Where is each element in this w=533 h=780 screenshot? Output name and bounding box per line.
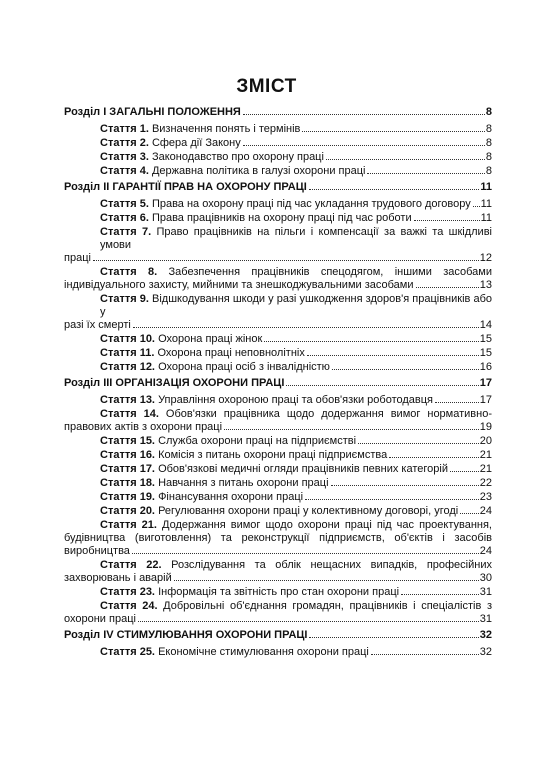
- toc-article: [64, 505, 492, 518]
- dot-leader: [460, 512, 479, 514]
- article-number: Стаття 15.: [100, 434, 155, 447]
- article-number: Стаття 16.: [100, 448, 155, 461]
- article-title: Інформація та звітність про стан охорони праці: [158, 585, 400, 598]
- article-number: Стаття 13.: [100, 393, 155, 406]
- page-number: 8: [485, 106, 492, 118]
- page-number: 21: [479, 462, 492, 475]
- page-number: 17: [479, 377, 492, 389]
- dot-leader: [332, 368, 479, 370]
- article-title: Державна політика в галузі охорони праці: [151, 164, 366, 177]
- dot-leader: [305, 498, 479, 500]
- page-number: 15: [479, 346, 492, 359]
- toc-article: [64, 347, 492, 360]
- toc-article: [64, 165, 492, 178]
- article-title: Добровільні об'єднання громадян, працівників і спеціалістів з: [163, 599, 492, 612]
- dot-leader: [174, 579, 479, 581]
- article-title: Охорона праці неповнолітніх: [157, 346, 305, 359]
- article-number: Стаття 10.: [100, 332, 155, 345]
- toc-article: [64, 449, 492, 462]
- dot-leader: [435, 401, 479, 403]
- dot-leader: [331, 484, 479, 486]
- page-number: 8: [485, 150, 492, 163]
- page-number: 31: [479, 585, 492, 598]
- toc-article: [64, 477, 492, 490]
- page-number: 14: [479, 318, 492, 331]
- article-number: Стаття 7.: [100, 225, 152, 238]
- article-number: Стаття 17.: [100, 462, 155, 475]
- article-title: Служба охорони праці на підприємстві: [158, 434, 357, 447]
- dot-leader: [243, 144, 485, 146]
- dot-leader: [302, 130, 485, 132]
- page-number: 30: [479, 571, 492, 584]
- toc-article: [64, 266, 492, 292]
- page-number: 8: [485, 122, 492, 135]
- article-title-continued: правових актів з охорони праці: [64, 420, 223, 433]
- page-number: 31: [479, 612, 492, 625]
- article-number: Стаття 24.: [100, 599, 158, 612]
- page-number: 19: [479, 420, 492, 433]
- page-number: 20: [479, 434, 492, 447]
- article-title: Право працівників на пільги і компенсації за важкі та шкідливі умови: [100, 225, 492, 251]
- article-title: Розслідування та облік нещасних випадків, професійних: [171, 558, 492, 571]
- section-title: Розділ ІІ ГАРАНТІЇ ПРАВ НА ОХОРОНУ ПРАЦІ: [64, 181, 307, 193]
- article-number: Стаття 18.: [100, 476, 155, 489]
- article-number: Стаття 14.: [100, 407, 159, 420]
- dot-leader: [224, 428, 479, 430]
- toc-article: [64, 361, 492, 374]
- article-number: Стаття 5.: [100, 197, 149, 210]
- toc-article: [64, 394, 492, 407]
- dot-leader: [243, 113, 485, 115]
- article-number: Стаття 19.: [100, 490, 155, 503]
- article-title-continued: захворювань і аварій: [64, 571, 172, 584]
- article-number: Стаття 3.: [100, 150, 149, 163]
- page-number: 8: [485, 136, 492, 149]
- dot-leader: [414, 219, 480, 221]
- toc-article: [64, 293, 492, 332]
- article-number: Стаття 4.: [100, 164, 149, 177]
- dot-leader: [326, 158, 485, 160]
- article-title: Додержання вимог щодо охорони праці під час проектування,: [162, 518, 492, 531]
- article-title: Охорона праці осіб з інвалідністю: [158, 360, 330, 373]
- article-title-continued: будівництва (виготовлення) та реконструкції підприємств, об'єктів і засобів: [64, 531, 492, 544]
- section-title: Розділ І ЗАГАЛЬНІ ПОЛОЖЕННЯ: [64, 106, 241, 118]
- article-title: Навчання з питань охорони праці: [158, 476, 329, 489]
- toc-article: [64, 151, 492, 164]
- page-number: 23: [479, 490, 492, 503]
- dot-leader: [358, 442, 479, 444]
- dot-leader: [450, 470, 479, 472]
- toc-section: [64, 377, 492, 390]
- page-number: 21: [479, 448, 492, 461]
- dot-leader: [309, 636, 478, 638]
- page-number: 11: [480, 211, 492, 224]
- article-title: Обов'язкові медичні огляди працівників певних категорій: [158, 462, 448, 475]
- toc-article: [64, 212, 492, 225]
- page-number: 32: [479, 629, 492, 641]
- toc-article: [64, 123, 492, 136]
- article-title: Обов'язки працівника щодо додержання вимог нормативно-: [165, 407, 493, 420]
- page-number: 16: [479, 360, 492, 373]
- page-number: 12: [479, 251, 492, 264]
- dot-leader: [264, 340, 478, 342]
- article-number: Стаття 2.: [100, 136, 149, 149]
- article-number: Стаття 6.: [100, 211, 149, 224]
- dot-leader: [133, 326, 479, 328]
- page-number: 22: [479, 476, 492, 489]
- article-number: Стаття 1.: [100, 122, 149, 135]
- toc-article: [64, 491, 492, 504]
- page-number: 13: [479, 278, 492, 291]
- article-number: Стаття 20.: [100, 504, 155, 517]
- article-title-continued: разі їх смерті: [64, 318, 131, 331]
- dot-leader: [401, 593, 479, 595]
- article-title: Комісія з питань охорони праці підприємства: [158, 448, 388, 461]
- dot-leader: [473, 205, 480, 207]
- page-number: 24: [479, 504, 492, 517]
- article-title: Забезпечення працівників спецодягом, іншими засобами: [168, 265, 493, 278]
- article-number: Стаття 21.: [100, 518, 157, 531]
- article-title: Права працівників на охорону праці під час роботи: [151, 211, 412, 224]
- toc-article: [64, 137, 492, 150]
- article-title: Фінансування охорони праці: [158, 490, 304, 503]
- dot-leader: [307, 354, 479, 356]
- toc-article: [64, 519, 492, 558]
- article-title: Визначення понять і термінів: [151, 122, 301, 135]
- toc-section: [64, 106, 492, 119]
- toc-article: [64, 226, 492, 265]
- page-title: ЗМІСТ: [236, 76, 297, 97]
- article-number: Стаття 9.: [100, 292, 149, 305]
- toc-article: [64, 646, 492, 659]
- toc-section: [64, 629, 492, 642]
- article-title: Управління охороною праці та обов'язки роботодавця: [158, 393, 433, 406]
- article-number: Стаття 25.: [100, 645, 155, 658]
- article-number: Стаття 12.: [100, 360, 155, 373]
- article-title-continued: індивідуального захисту, мийними та знешкоджувальними засобами: [64, 278, 414, 291]
- article-title: Регулювання охорони праці у колективному договорі, угоді: [158, 504, 459, 517]
- page-number: 11: [480, 181, 492, 193]
- article-title: Охорона праці жінок: [158, 332, 263, 345]
- toc-article: [64, 559, 492, 585]
- table-of-contents: [64, 106, 492, 660]
- article-number: Стаття 22.: [100, 558, 162, 571]
- toc-article: [64, 333, 492, 346]
- dot-leader: [138, 620, 479, 622]
- section-title: Розділ IV СТИМУЛЮВАННЯ ОХОРОНИ ПРАЦІ: [64, 629, 308, 641]
- dot-leader: [286, 384, 478, 386]
- article-title: Законодавство про охорону праці: [151, 150, 324, 163]
- dot-leader: [367, 172, 484, 174]
- page-number: 15: [479, 332, 492, 345]
- toc-article: [64, 463, 492, 476]
- page-number: 8: [485, 164, 492, 177]
- section-title: Розділ ІІІ ОРГАНІЗАЦІЯ ОХОРОНИ ПРАЦІ: [64, 377, 285, 389]
- toc-article: [64, 198, 492, 211]
- dot-leader: [389, 456, 479, 458]
- article-title-continued: охорони праці: [64, 612, 136, 625]
- dot-leader: [371, 653, 479, 655]
- article-title: Відшкодування шкоди у разі ушкодження здоров'я працівників або у: [100, 292, 492, 318]
- page-number: 11: [480, 197, 492, 210]
- dot-leader: [309, 188, 480, 190]
- article-number: Стаття 8.: [100, 265, 158, 278]
- toc-article: [64, 600, 492, 626]
- dot-leader: [132, 552, 479, 554]
- article-title: Економічне стимулювання охорони праці: [158, 645, 369, 658]
- dot-leader: [416, 286, 479, 288]
- dot-leader: [93, 259, 479, 261]
- article-title: Сфера дії Закону: [151, 136, 241, 149]
- page-number: 32: [479, 645, 492, 658]
- article-title: Права на охорону праці під час укладання трудового договору: [151, 197, 471, 210]
- article-title-continued: праці: [64, 251, 91, 264]
- toc-article: [64, 408, 492, 434]
- article-title-continued: виробництва: [64, 544, 130, 557]
- toc-article: [64, 435, 492, 448]
- article-number: Стаття 11.: [100, 346, 155, 359]
- article-number: Стаття 23.: [100, 585, 155, 598]
- toc-article: [64, 586, 492, 599]
- page-number: 24: [479, 544, 492, 557]
- toc-section: [64, 181, 492, 194]
- page-number: 17: [479, 393, 492, 406]
